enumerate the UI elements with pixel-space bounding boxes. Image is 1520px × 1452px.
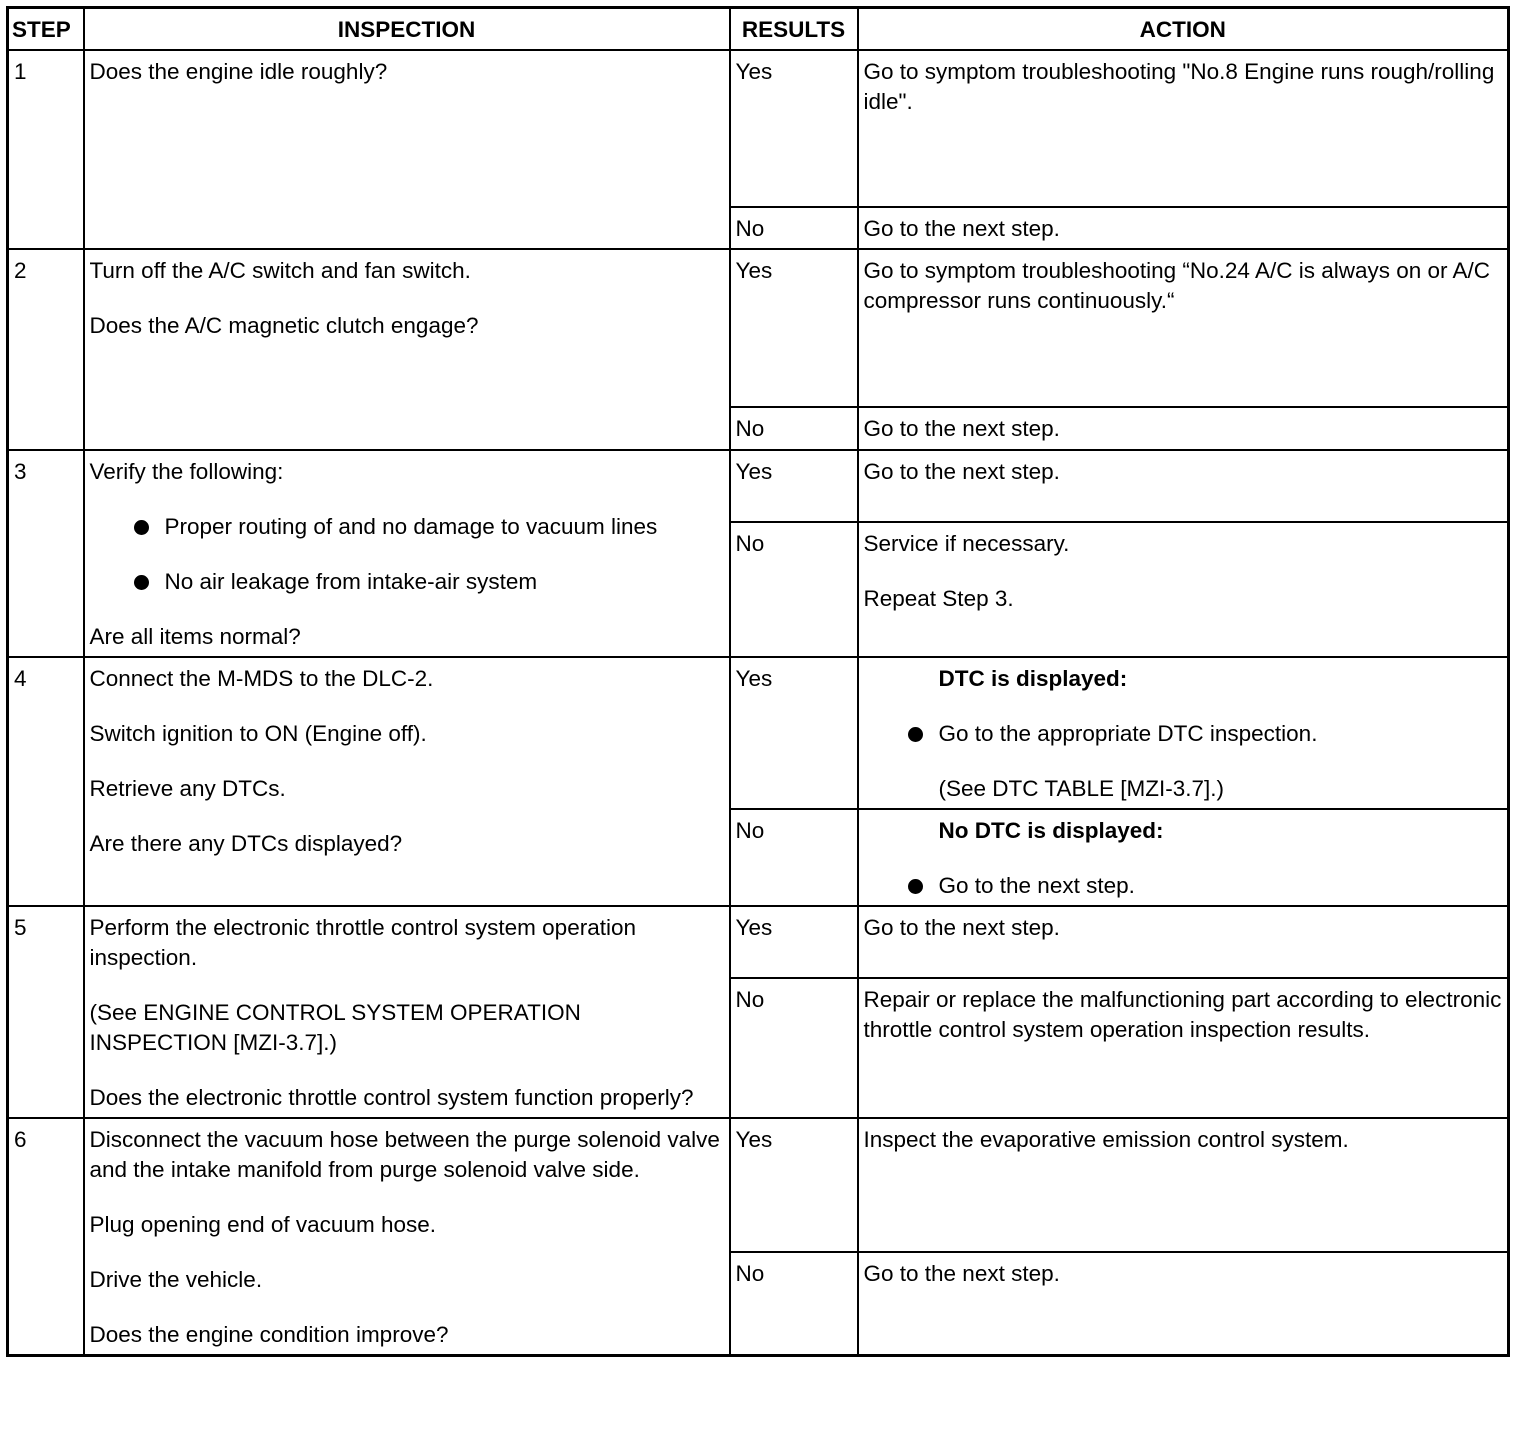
inspection-bullet: Proper routing of and no damage to vacuum lines — [90, 512, 724, 542]
result-yes: Yes — [730, 50, 858, 207]
inspection-text: (See ENGINE CONTROL SYSTEM OPERATION INSPECTION [MZI-3.7].) — [89, 1000, 581, 1055]
header-results: RESULTS — [730, 8, 858, 51]
action-text: Go to the next step. — [858, 407, 1509, 450]
action-title: No DTC is displayed: — [938, 818, 1164, 843]
result-yes: Yes — [730, 249, 858, 407]
troubleshooting-table — [6, 6, 1510, 1357]
result-no: No — [730, 1252, 858, 1356]
action-text: Repeat Step 3. — [863, 586, 1014, 611]
action-text: Go to the next step. — [858, 450, 1509, 522]
step-5-inspection — [84, 906, 730, 1118]
action-text: Inspect the evaporative emission control system. — [858, 1118, 1509, 1252]
step-5-yes-row — [8, 906, 1509, 978]
result-no: No — [730, 407, 858, 450]
step-number: 2 — [8, 249, 84, 450]
header-row — [8, 8, 1509, 51]
inspection-text: Are there any DTCs displayed? — [89, 831, 403, 856]
step-6-inspection — [84, 1118, 730, 1356]
step-6-yes-row — [8, 1118, 1509, 1252]
step-2-inspection — [84, 249, 730, 450]
inspection-text: Perform the electronic throttle control system operation inspection. — [89, 915, 636, 970]
inspection-text: Verify the following: — [89, 459, 284, 484]
action-text: Go to the appropriate DTC inspection. — [938, 721, 1318, 746]
inspection-text: Retrieve any DTCs. — [89, 776, 286, 801]
result-no: No — [730, 207, 858, 249]
step-4-no-action — [858, 809, 1509, 906]
action-bullet — [864, 871, 1503, 901]
header-step: STEP — [8, 8, 84, 51]
inspection-text: Are all items normal? — [89, 624, 301, 649]
step-3-yes-row — [8, 450, 1509, 522]
result-no: No — [730, 522, 858, 657]
inspection-text: Turn off the A/C switch and fan switch. — [89, 258, 471, 283]
action-text: Go to the next step. — [858, 1252, 1509, 1356]
action-text: Service if necessary. — [863, 531, 1070, 556]
step-4-yes-action — [858, 657, 1509, 809]
step-3-no-action — [858, 522, 1509, 657]
step-1-inspection — [84, 50, 730, 249]
result-yes: Yes — [730, 657, 858, 809]
result-no: No — [730, 809, 858, 906]
bullet-icon — [908, 727, 923, 742]
action-text: Go to the next step. — [938, 873, 1135, 898]
result-no: No — [730, 978, 858, 1118]
bullet-icon — [908, 879, 923, 894]
step-number: 3 — [8, 450, 84, 657]
step-2-yes-row — [8, 249, 1509, 407]
action-text: Go to symptom troubleshooting "No.8 Engine runs rough/rolling idle". — [858, 50, 1509, 207]
inspection-bullet-list — [90, 512, 724, 597]
result-yes: Yes — [730, 1118, 858, 1252]
action-text: Go to symptom troubleshooting “No.24 A/C is always on or A/C compressor runs continuously.“ — [858, 249, 1509, 407]
step-4-inspection — [84, 657, 730, 906]
action-reference: (See DTC TABLE [MZI-3.7].) — [938, 776, 1224, 801]
inspection-text: Does the engine idle roughly? — [89, 59, 388, 84]
action-title: DTC is displayed: — [938, 666, 1128, 691]
header-action: ACTION — [858, 8, 1509, 51]
inspection-text: Switch ignition to ON (Engine off). — [89, 721, 427, 746]
inspection-text: Disconnect the vacuum hose between the purge solenoid valve and the intake manifold from purge solenoid valve side. — [89, 1127, 720, 1182]
inspection-text: Plug opening end of vacuum hose. — [89, 1212, 436, 1237]
inspection-bullet: No air leakage from intake-air system — [90, 567, 724, 597]
header-inspection: INSPECTION — [84, 8, 730, 51]
step-number: 4 — [8, 657, 84, 906]
step-number: 1 — [8, 50, 84, 249]
step-number: 5 — [8, 906, 84, 1118]
troubleshooting-sheet — [6, 6, 1510, 1357]
step-4-yes-row — [8, 657, 1509, 809]
step-number: 6 — [8, 1118, 84, 1356]
result-yes: Yes — [730, 450, 858, 522]
action-text: Go to the next step. — [858, 207, 1509, 249]
step-1-yes-row — [8, 50, 1509, 207]
inspection-text: Drive the vehicle. — [89, 1267, 263, 1292]
step-3-inspection — [84, 450, 730, 657]
action-text: Repair or replace the malfunctioning part according to electronic throttle control system operation inspection results. — [858, 978, 1509, 1118]
inspection-text: Does the engine condition improve? — [89, 1322, 449, 1347]
action-bullet — [864, 719, 1503, 749]
inspection-text: Does the electronic throttle control system function properly? — [89, 1085, 694, 1110]
result-yes: Yes — [730, 906, 858, 978]
inspection-text: Connect the M-MDS to the DLC-2. — [89, 666, 434, 691]
inspection-text: Does the A/C magnetic clutch engage? — [89, 313, 479, 338]
action-text: Go to the next step. — [858, 906, 1509, 978]
